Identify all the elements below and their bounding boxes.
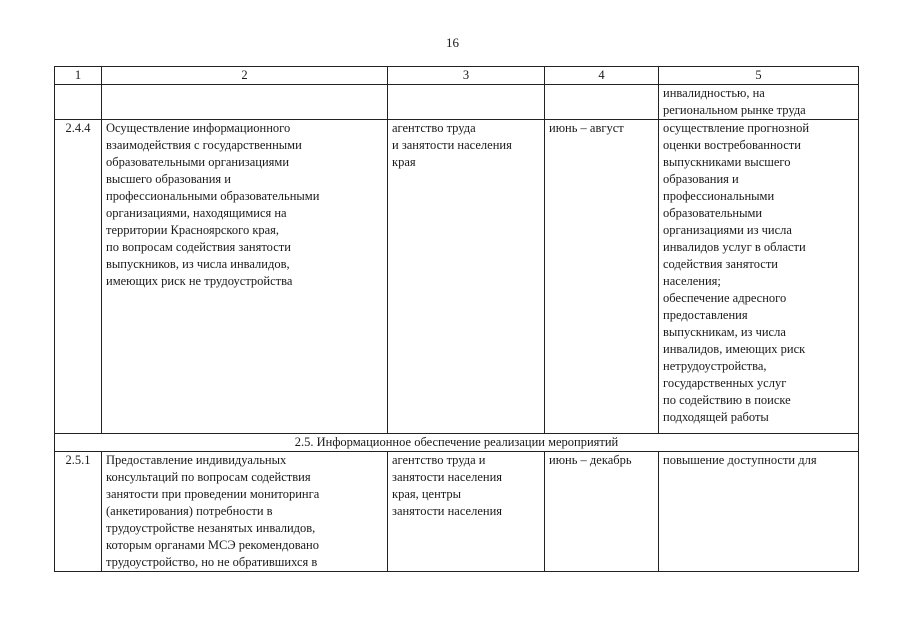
continuation-cell-1	[55, 85, 102, 120]
section-title: 2.5. Информационное обеспечение реализации мероприятий	[55, 434, 859, 452]
period-cell: июнь – август	[545, 120, 659, 434]
continuation-cell-2	[102, 85, 388, 120]
table-row-2-5-1	[55, 452, 859, 572]
executor-cell: агентство труда и занятости населения края	[388, 120, 545, 434]
continuation-cell-4	[545, 85, 659, 120]
continuation-result-cell: инвалидностью, на региональном рынке труда	[659, 85, 859, 120]
activity-cell: Осуществление информационного взаимодействия с государственными образовательными организациями высшего образования и профессиональными образовательными организациями, находящимися на территории Красноярского края, по вопросам содействия занятости выпускников, из числа инвалидов, имеющих риск не трудоустройства	[102, 120, 388, 434]
result-cell: повышение доступности для	[659, 452, 859, 572]
activity-cell: Предоставление индивидуальных консультаций по вопросам содействия занятости при проведении мониторинга (анкетирования) потребности в трудоустройстве незанятых инвалидов, которым органами МСЭ рекомендовано трудоустройство, но не обратившихся в	[102, 452, 388, 572]
header-col-4: 4	[545, 67, 659, 85]
section-row-2-5	[55, 434, 859, 452]
header-col-5: 5	[659, 67, 859, 85]
row-number: 2.5.1	[55, 452, 102, 572]
period-cell: июнь – декабрь	[545, 452, 659, 572]
page-number: 16	[446, 35, 459, 50]
table-header-row	[55, 67, 859, 85]
header-col-3: 3	[388, 67, 545, 85]
measures-table	[54, 66, 859, 572]
continuation-cell-3	[388, 85, 545, 120]
header-col-2: 2	[102, 67, 388, 85]
row-number: 2.4.4	[55, 120, 102, 434]
result-cell: осуществление прогнозной оценки востребованности выпускниками высшего образования и профессиональными образовательными организациями из числа инвалидов услуг в области содействия занятости населения; обеспечение адресного предоставления выпускникам, из числа инвалидов, имеющих риск нетрудоустройства, государственных услуг по содействию в поиске подходящей работы	[659, 120, 859, 434]
continuation-row	[55, 85, 859, 120]
header-col-1: 1	[55, 67, 102, 85]
table-row-2-4-4	[55, 120, 859, 434]
executor-cell: агентство труда и занятости населения края, центры занятости населения	[388, 452, 545, 572]
